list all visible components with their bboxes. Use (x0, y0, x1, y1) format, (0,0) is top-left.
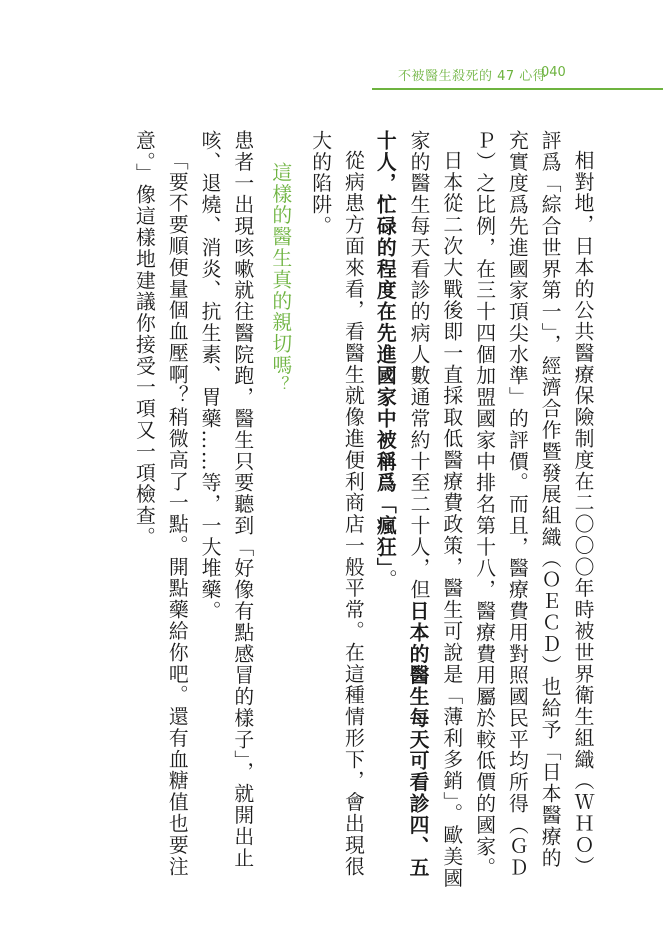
paragraph-2 (368, 130, 466, 890)
book-title: 不被醫生殺死的 47 心得 (398, 69, 547, 84)
section-heading (258, 130, 303, 890)
paragraph-2-text-a: 日本從二次大戰後即一直採取低醫療費政策，醫生可說是「薄利多銷」。歐美國家的醫生每天看診的病人數通常約十至二十人，但 (407, 130, 463, 889)
vertical-text-body (98, 130, 598, 890)
paragraph-5: 「要不要順便量個血壓啊？稍微高了一點。開點藥給你吧。還有血糖值也要注意。」像這樣地建議你接受一項又一項檢查。 (132, 130, 189, 878)
paragraph-1: 相對地，日本的公共醫療保險制度在二〇〇〇年時被世界衛生組織（ＷＨＯ）評爲「綜合世界第一」，經濟合作暨發展組織（ＯＥＣＤ）也給予「日本醫療的充實度爲先進國家頂尖水準」的評價。而且，醫療費用對照國民平均所得（ＧＤＰ）之比例，在三十四個加盟國家中排名第十八，醫療費用屬於較低價的國家。 (472, 130, 594, 879)
paragraph-4: 患者一出現咳嗽就往醫院跑，醫生只要聽到「好像有點感冒的樣子」，就開出止咳、退燒、消炎、抗生素、胃藥……等，一大堆藥。 (198, 130, 254, 869)
section-heading-text: 這樣的醫生真的親切嗎 (268, 161, 292, 376)
section-heading-mark: ？ (270, 375, 290, 394)
header-divider (372, 88, 663, 90)
page-number: 040 (541, 65, 566, 80)
paragraph-3: 從病患方面來看，看醫生就像進便利商店一般平常。在這種情形下，會出現很大的陷阱。 (308, 130, 365, 878)
paragraph-2-text-c: 。 (374, 569, 398, 591)
paragraph-2-emphasis: 日本的醫生每天可看診四、五十人，忙碌的程度在先進國家中被稱爲「瘋狂」 (373, 130, 431, 879)
page-header (0, 0, 663, 100)
